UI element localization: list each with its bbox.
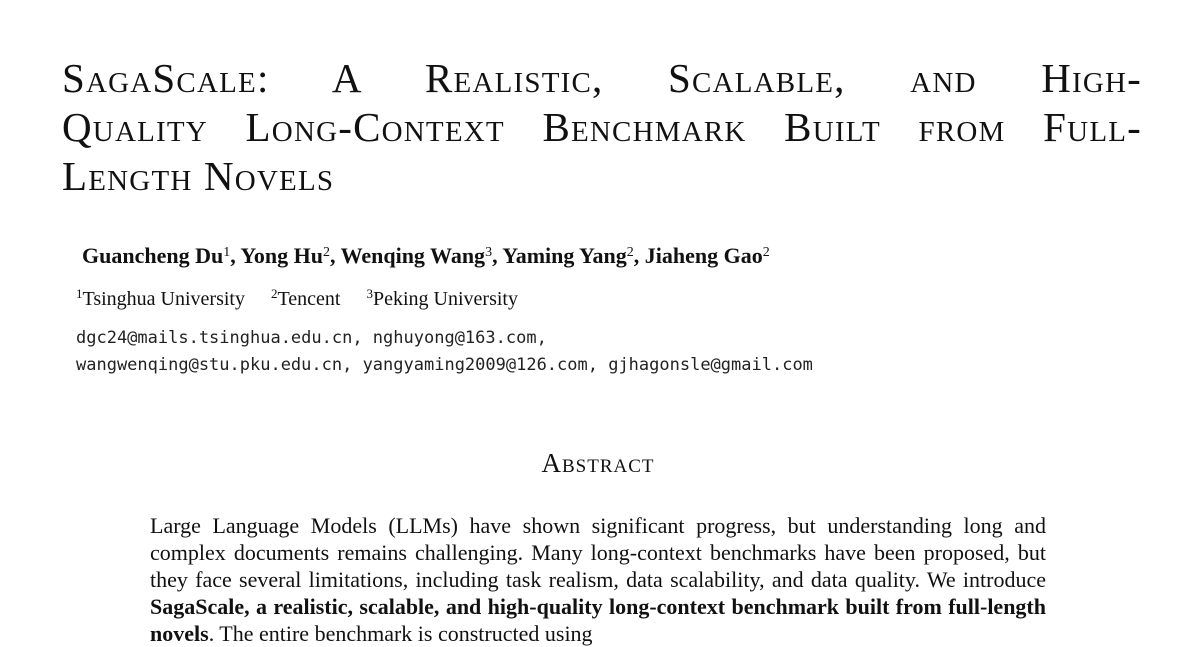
- title-line-3: Length Novels: [62, 153, 335, 199]
- author-name: Yaming Yang: [502, 243, 627, 268]
- paper-title: [62, 54, 1142, 201]
- affiliation-list: [76, 288, 518, 311]
- affiliation-name: Peking University: [373, 288, 518, 310]
- email-list: [76, 325, 813, 379]
- author-list: Guancheng Du$^1$, Yong Hu$^2$, Wenqing Wang$^3$, Yaming Yang$^2$, Jiaheng Gao$^2$: [82, 243, 770, 268]
- author-affiliation-mark: 2: [626, 245, 634, 260]
- abstract-text-tail: . The entire benchmark is constructed using: [208, 621, 593, 646]
- author-name: Yong Hu: [240, 243, 323, 268]
- author-affiliation-mark: 2: [762, 245, 770, 260]
- email-line: wangwenqing@stu.pku.edu.cn, yangyaming2009@126.com, gjhagonsle@gmail.com: [76, 355, 813, 375]
- author-affiliation-mark: 1: [223, 245, 231, 260]
- author-name: Jiaheng Gao: [644, 243, 763, 268]
- title-line-1: SagaScale: A Realistic, Scalable, and High-: [62, 55, 1142, 101]
- author-affiliation-mark: 3: [485, 245, 493, 260]
- author-name: Guancheng Du: [82, 243, 224, 268]
- affiliation-mark: 3: [366, 286, 373, 301]
- email-line: dgc24@mails.tsinghua.edu.cn, nghuyong@163.com,: [76, 328, 547, 348]
- affiliation-name: Tsinghua University: [82, 288, 245, 310]
- author-affiliation-mark: 2: [322, 245, 330, 260]
- abstract-text: Large Language Models (LLMs) have shown significant progress, but understanding long and complex documents remains challenging. Many long-context benchmarks have been proposed, but they face several limitations, including task realism, data scalability, and data quality. We introduce: [150, 513, 1046, 592]
- author-name: Wenqing Wang: [340, 243, 486, 268]
- affiliation-name: Tencent: [277, 288, 341, 310]
- affiliation-mark: 2: [270, 286, 278, 301]
- abstract-body: [150, 512, 1046, 647]
- abstract-bold-text: SagaScale, a realistic, scalable, and high-quality long-context benchmark built from full-length novels: [150, 594, 1046, 646]
- title-line-2: Quality Long-Context Benchmark Built from Full-: [62, 104, 1142, 150]
- abstract-heading: Abstract: [541, 448, 655, 478]
- affiliation-mark: 1: [76, 286, 83, 301]
